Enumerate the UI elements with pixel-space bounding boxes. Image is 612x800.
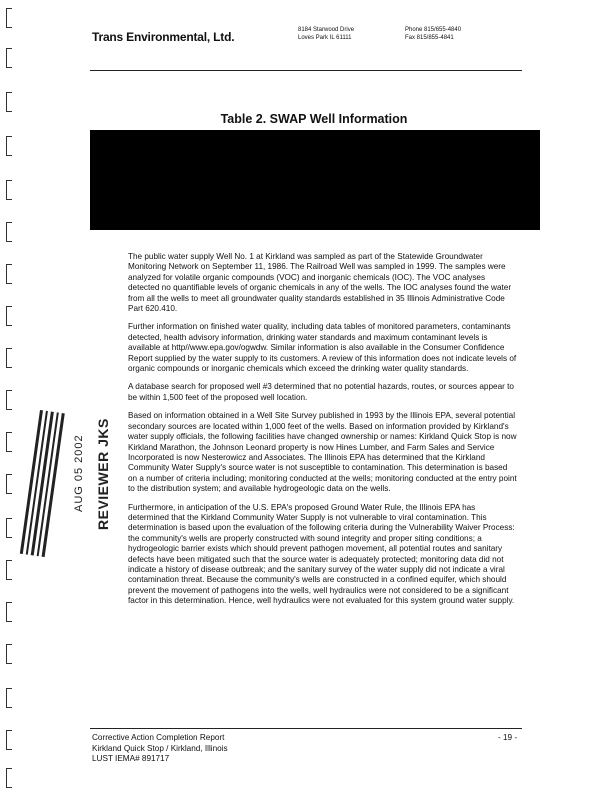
received-stamp-barcode <box>20 410 66 557</box>
footer-info <box>92 733 228 765</box>
paragraph-ground-water-rule: Furthermore, in anticipation of the U.S. EPA's proposed Ground Water Rule, the Illinois EPA has determined that the Kirkland Community Water Supply is not vulnerable to viral contamination. This determination is based upon the evaluation of the following criteria during the Vulnerability Waiver Process: the community's wells are properly constructed with sound integrity and proper siting conditions; a hydrogeologic barrier exists which should prevent pathogen movement, all potential routes and sanitary defects have been mitigated such that the source water is adequately protected; monitoring data did not indicate a history of disease outbreak; and the sanitary survey of the water supply did not indicate a viral contamination threat. Because the community's wells are constructed in a confined equifer, which should prevent the movement of pathogens into the wells, well hydraulics were not considered to be a significant factor in this determination. Hence, well hydraulics were not evaluated for this system ground water supply. <box>128 502 515 606</box>
footer-divider <box>90 728 522 729</box>
phone-number: Phone 815/655-4840 <box>405 27 462 33</box>
footer-report-title: Corrective Action Completion Report <box>92 733 225 742</box>
received-date-stamp: AUG 05 2002 <box>73 434 85 512</box>
address-line-1: 8184 Starwood Drive <box>298 27 355 33</box>
company-name: Trans Environmental, Ltd. <box>92 30 235 44</box>
company-contact <box>405 26 461 42</box>
footer-site: Kirkland Quick Stop / Kirkland, Illinois <box>92 743 228 753</box>
paragraph-further-info: Further information on finished water quality, including data tables of monitored parameters, contaminants detected, health advisory information, drinking water standards and maximum contaminant levels is available at http//www.epa.gov/ogwdw. Similar information is also available in the Consumer Confidence Report supplied by the water supply to its customers. A review of this information does not indicate levels of organic compounds or inorganic chemicals which exceed the drinking water quality standards. <box>128 322 517 374</box>
page-number: - 19 - <box>498 733 518 742</box>
fax-number: Fax 815/855-4841 <box>405 35 454 41</box>
reviewer-stamp: REVIEWER JKS <box>95 418 111 530</box>
paragraph-sampling: The public water supply Well No. 1 at Kirkland was sampled as part of the Statewide Groundwater Monitoring Network on September 11, 1986. The Railroad Well was sampled in 1999. The samples were analyzed for volatile organic compounds (VOC) and inorganic chemicals (IOC). The VOC analyses detected no quantifiable levels of organic chemicals in any of the wells. The IOC analyses found the water from all the wells to meet all groundwater quality standards established in 35 Illinois Administrative Code Part 620.410. <box>128 252 512 314</box>
company-address <box>298 26 354 42</box>
paragraph-well-site-survey: Based on information obtained in a Well Site Survey published in 1993 by the Illinois EPA, several potential secondary sources are located within 1,000 feet of the wells. Based on information provided by Kirkland's water supply officials, the following facilities have changed ownership or names: Kirkland Quick Stop is now Kirkland Marathon, the Johnson Leonard property is now Hines Lumber, and Farm Sales and Service Incorporated is now Nesterowicz and Associates. The Illinois EPA has determined that the Kirkland Community Water Supply's source water is not susceptible to contamination. This determination is based on a number of criteria including; monitoring conducted at the wells; monitoring conducted at the entry point to the distribution system; and available hydrogeologic data on the wells. <box>128 411 517 494</box>
redacted-table <box>90 130 540 230</box>
paragraph-database-search: A database search for proposed well #3 determined that no potential hazards, routes, or sources appear to be within 1,500 feet of the proposed well location. <box>128 382 514 402</box>
body-text <box>128 252 518 615</box>
footer-lust-number: LUST IEMA# 891717 <box>92 754 170 763</box>
header-divider <box>90 70 522 71</box>
table-title: Table 2. SWAP Well Information <box>220 112 408 126</box>
address-line-2: Loves Park IL 61111 <box>298 35 352 41</box>
